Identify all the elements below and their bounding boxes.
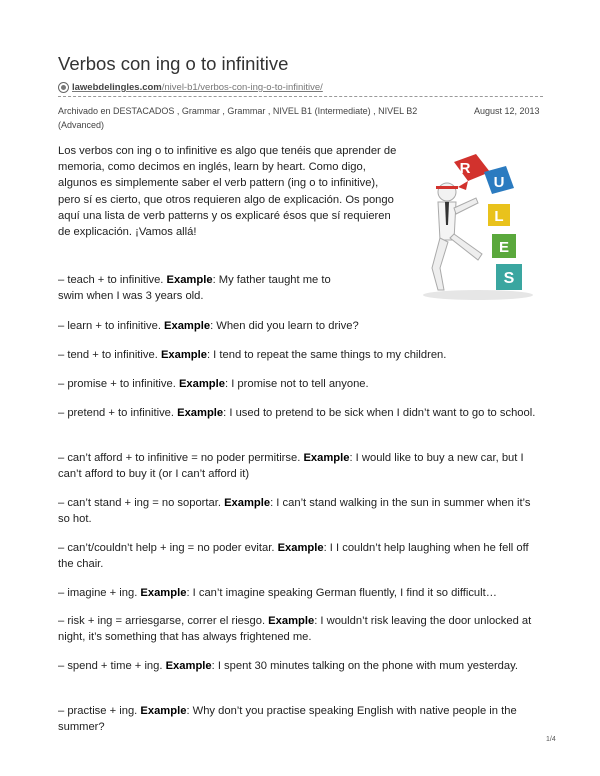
example-label: Example (140, 587, 187, 599)
block-e (492, 234, 516, 258)
verb-pattern: – practise + ing. (58, 705, 141, 717)
block-s (496, 264, 522, 290)
page-number: 1/4 (546, 736, 556, 743)
example-label: Example (140, 705, 187, 717)
verb-pattern: – can’t stand + ing = no soportar. (58, 497, 225, 509)
page-title: Verbos con ing o to infinitive (58, 53, 289, 74)
svg-text:R: R (459, 160, 471, 177)
example-sentence: : I I couldn’t help laughing when he fell off the chair. (58, 542, 529, 571)
divider (58, 96, 543, 97)
example-sentence: : I would like to buy a new car, but I can’t afford to buy it (or I can’t afford it) (58, 452, 524, 481)
example-label: Example (177, 407, 224, 419)
example-label: Example (166, 274, 213, 286)
verb-pattern: – teach + to infinitive. (58, 274, 167, 286)
verb-pattern: – tend + to infinitive. (58, 349, 161, 361)
block-l (488, 204, 510, 226)
example-label: Example (165, 660, 212, 672)
example-label: Example (160, 349, 207, 361)
example-item (58, 376, 542, 392)
verb-pattern: – promise + to infinitive. (58, 378, 179, 390)
svg-text:S: S (503, 270, 515, 287)
archive-categories: Archivado en DESTACADOS , Grammar , Grammar , NIVEL B1 (Intermediate) , NIVEL B2 (Advanced) (58, 106, 418, 130)
example-label: Example (178, 378, 225, 390)
example-item (58, 585, 542, 601)
example-sentence: : I can’t imagine speaking German fluently, I find it so difficult… (186, 587, 497, 599)
verb-pattern: – risk + ing = arriesgarse, correr el riesgo. (58, 615, 269, 627)
example-sentence: : I promise not to tell anyone. (224, 378, 369, 390)
post-date: August 12, 2013 (474, 106, 540, 116)
example-label: Example (268, 615, 315, 627)
example-item (58, 405, 542, 421)
example-sentence: : I tend to repeat the same things to my children. (206, 349, 447, 361)
verb-pattern: – spend + time + ing. (58, 660, 166, 672)
example-sentence: : Why don’t you practise speaking English with native people in the summer? (58, 705, 517, 734)
example-label: Example (224, 497, 271, 509)
example-sentence: : I wouldn’t risk leaving the door unlocked at night, it’s something that has always frightened me. (58, 615, 532, 644)
shadow (423, 290, 533, 300)
example-sentence: : I used to pretend to be sick when I didn’t want to go to school. (223, 407, 536, 419)
example-item (58, 658, 542, 674)
verb-pattern: – learn + to infinitive. (58, 320, 165, 332)
example-item (58, 450, 542, 482)
example-item (58, 347, 542, 363)
example-item (58, 703, 542, 735)
verb-pattern: – can’t afford + to infinitive = no poder permitirse. (58, 452, 304, 464)
example-sentence: : I can’t stand walking in the sun in summer when it’s so hot. (58, 497, 531, 526)
example-sentence: : I spent 30 minutes talking on the phone with mum yesterday. (211, 660, 518, 672)
verb-pattern: – pretend + to infinitive. (58, 407, 178, 419)
figure (432, 181, 482, 290)
svg-text:U: U (493, 174, 505, 191)
example-item (58, 540, 542, 572)
verb-pattern: – can’t/couldn’t help + ing = no poder evitar. (58, 542, 278, 554)
svg-text:E: E (498, 239, 510, 256)
example-item (58, 495, 542, 527)
rules-illustration (418, 150, 543, 302)
example-label: Example (164, 320, 211, 332)
site-favicon-icon (58, 82, 69, 93)
example-item (58, 318, 542, 334)
example-item (58, 272, 358, 304)
example-label: Example (277, 542, 324, 554)
source-line (58, 82, 323, 93)
example-sentence: : My father taught me to swim when I was 3 years old. (58, 274, 331, 303)
example-label: Example (303, 452, 350, 464)
svg-text:L: L (494, 208, 504, 225)
example-item (58, 613, 542, 645)
source-link[interactable]: lawebdelingles.com/nivel-b1/verbos-con-ing-o-to-infinitive/ (72, 82, 323, 93)
intro-paragraph: Los verbos con ing o to infinitive es algo que tenéis que aprender de memoria, como decimos en inglés, learn by heart. Como digo, algunos es simplemente saber el verb pattern (ing o to infinitive), pero sí es cierto, que otros requieren algo de explicación. Os pongo aquí una lista de verb patterns y os explicaré ésos que sí requieren de explicación. ¡Vamos allá! (58, 145, 397, 239)
verb-pattern: – imagine + ing. (58, 587, 141, 599)
block-r (454, 154, 490, 181)
example-sentence: : When did you learn to drive? (210, 320, 359, 332)
